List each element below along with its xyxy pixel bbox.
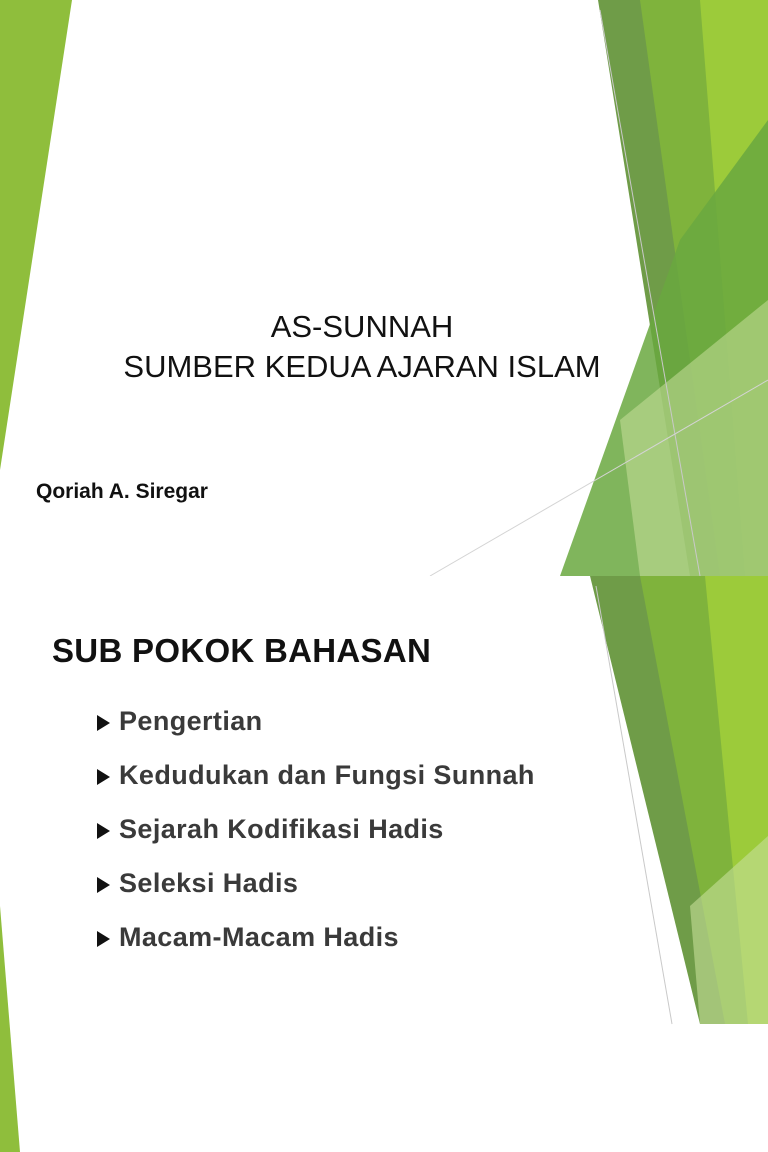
title-line-2: SUMBER KEDUA AJARAN ISLAM: [123, 349, 601, 384]
bullet-item: [97, 694, 535, 748]
bullet-text: Macam-Macam Hadis: [119, 921, 399, 952]
triangle-bullet-icon: [97, 715, 110, 731]
subtopics-slide: [0, 576, 768, 1152]
left-green-facet: [0, 906, 20, 1152]
bullet-item: [97, 910, 535, 964]
bullet-list: [97, 694, 535, 964]
triangle-bullet-icon: [97, 877, 110, 893]
left-green-facet: [0, 0, 72, 470]
title-line-1: AS-SUNNAH: [270, 309, 454, 344]
triangle-bullet-icon: [97, 823, 110, 839]
bullet-item: [97, 856, 535, 910]
bullet-item: [97, 748, 535, 802]
bullet-text: Kedudukan dan Fungsi Sunnah: [119, 759, 535, 790]
bullet-text: Seleksi Hadis: [119, 867, 299, 898]
bullet-item: [97, 802, 535, 856]
slide-title: [0, 307, 724, 387]
slide-heading: SUB POKOK BAHASAN: [52, 632, 432, 669]
bullet-text: Pengertian: [119, 705, 263, 736]
bullet-text: Sejarah Kodifikasi Hadis: [119, 813, 444, 844]
author-name: Qoriah A. Siregar: [36, 480, 208, 503]
triangle-bullet-icon: [97, 769, 110, 785]
triangle-bullet-icon: [97, 931, 110, 947]
